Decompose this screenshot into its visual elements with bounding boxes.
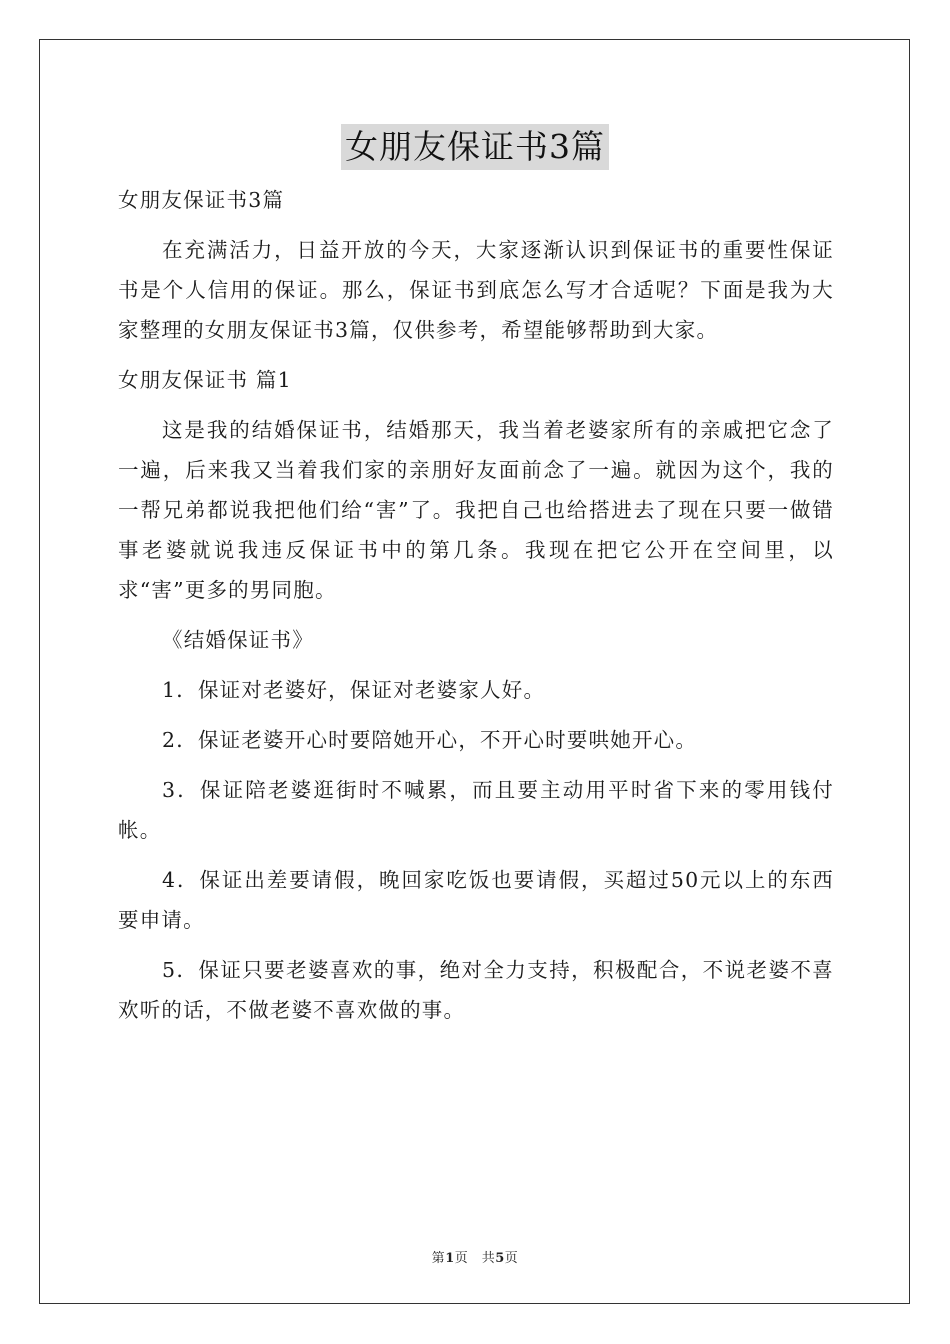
pledge-title: 《结婚保证书》	[162, 628, 314, 652]
intro-paragraph: 在充满活力，日益开放的今天，大家逐渐认识到保证书的重要性保证书是个人信用的保证。那么，保证书到底怎么写才合适呢？下面是我为大家整理的女朋友保证书3篇，仅供参考，希望能够帮助到大家。	[118, 238, 834, 342]
footer-current-page: 1	[445, 1251, 455, 1266]
pledge-item-1: 1．保证对老婆好，保证对老婆家人好。	[162, 678, 546, 702]
document-body	[118, 180, 834, 1040]
footer-prefix: 第	[431, 1251, 446, 1266]
pledge-item-5: 5．保证只要老婆喜欢的事，绝对全力支持，积极配合，不说老婆不喜欢听的话，不做老婆不喜欢做的事。	[118, 958, 834, 1022]
footer-mid: 页 共	[454, 1251, 496, 1266]
title-container	[0, 124, 950, 170]
subtitle-line: 女朋友保证书3篇	[118, 188, 285, 212]
pledge-item-2: 2．保证老婆开心时要陪她开心，不开心时要哄她开心。	[162, 728, 698, 752]
pledge-item-3: 3．保证陪老婆逛街时不喊累，而且要主动用平时省下来的零用钱付帐。	[118, 778, 834, 842]
footer-total-pages: 5	[495, 1251, 505, 1266]
page-footer	[0, 1247, 950, 1266]
footer-suffix: 页	[504, 1251, 519, 1266]
body-paragraph: 这是我的结婚保证书，结婚那天，我当着老婆家所有的亲戚把它念了一遍，后来我又当着我们家的亲朋好友面前念了一遍。就因为这个，我的一帮兄弟都说我把他们给“害”了。我把自己也给搭进去了现在只要一做错事老婆就说我违反保证书中的第几条。我现在把它公开在空间里，以求“害”更多的男同胞。	[118, 418, 834, 602]
document-title: 女朋友保证书3篇	[341, 124, 609, 170]
section-heading: 女朋友保证书 篇1	[118, 368, 292, 392]
pledge-item-4: 4．保证出差要请假，晚回家吃饭也要请假，买超过50元以上的东西要申请。	[118, 868, 834, 932]
